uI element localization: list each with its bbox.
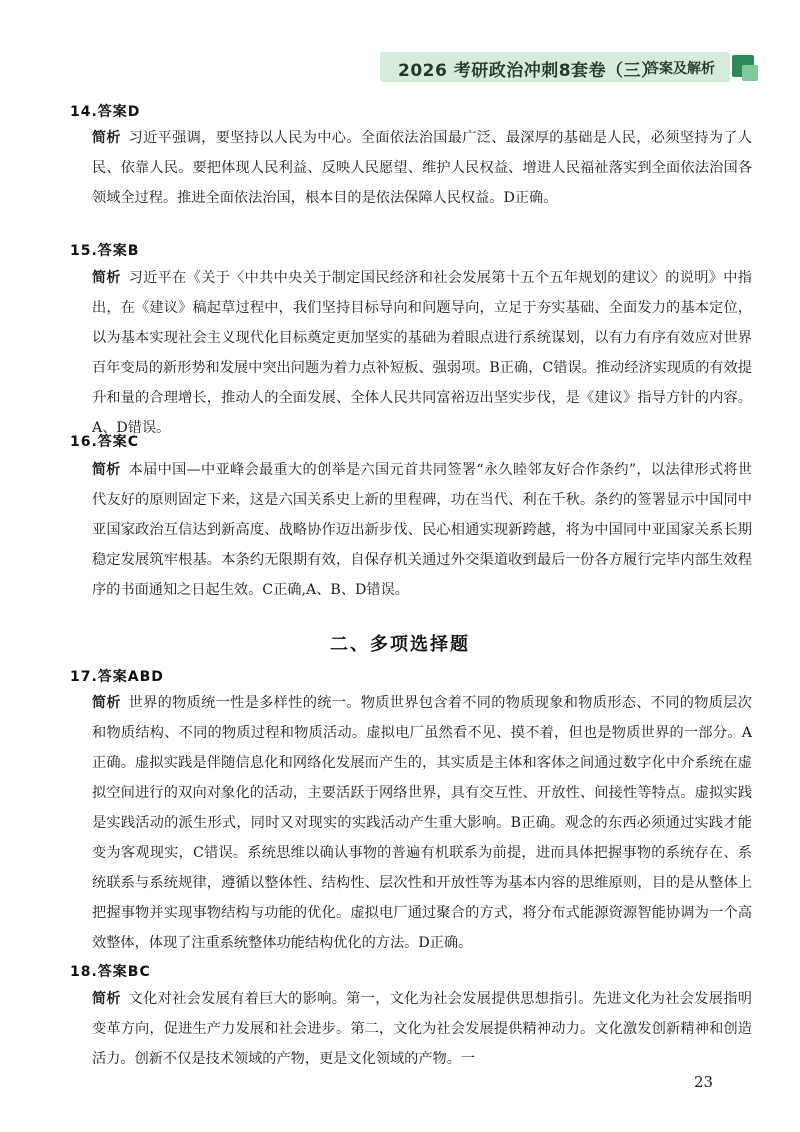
analysis-label: 简析 xyxy=(92,462,121,478)
analysis-18 xyxy=(92,984,752,1074)
analysis-label: 简析 xyxy=(92,130,121,146)
analysis-label: 简析 xyxy=(92,270,121,286)
analysis-text: 世界的物质统一性是多样性的统一。物质世界包含着不同的物质现象和物质形态、不同的物质层次和物质结构、不同的物质过程和物质活动。虚拟电厂虽然看不见、摸不着，但也是物质世界的一部分。A正确。虚拟实践是伴随信息化和网络化发展而产生的，其实质是主体和客体之间通过数字化中介系统在虚拟空间进行的双向对象化的活动，主要活跃于网络世界，具有交互性、开放性、间接性等特点。虚拟实践是实践活动的派生形式，同时又对现实的实践活动产生重大影响。B正确。观念的东西必须通过实践才能变为客观现实，C错误。系统思维以确认事物的普遍有机联系为前提，进而具体把握事物的系统存在、系统联系与系统规律，遵循以整体性、结构性、层次性和开放性等为基本内容的思维原则，目的是从整体上把握事物并实现事物结构与功能的优化。虚拟电厂通过聚合的方式，将分布式能源资源智能协调为一个高效整体，体现了注重系统整体功能结构优化的方法。D正确。 xyxy=(92,695,752,951)
analysis-14 xyxy=(92,123,752,213)
answer-heading-14: 14.答案D xyxy=(70,104,141,120)
analysis-16 xyxy=(92,455,752,605)
analysis-text: 习近平强调，要坚持以人民为中心。全面依法治国最广泛、最深厚的基础是人民，必须坚持为了人民、依靠人民。要把体现人民利益、反映人民愿望、维护人民权益、增进人民福祉落实到全面依法治国各领域全过程。推进全面依法治国，根本目的是依法保障人民权益。D正确。 xyxy=(92,130,752,206)
answer-heading-16: 16.答案C xyxy=(70,434,140,450)
analysis-label: 简析 xyxy=(92,695,121,711)
answer-heading-18: 18.答案BC xyxy=(70,964,151,980)
header-title: 2026 考研政治冲刺8套卷（三） xyxy=(398,61,659,81)
page-header xyxy=(380,52,775,82)
analysis-17 xyxy=(92,688,752,958)
page-number: 23 xyxy=(694,1073,714,1091)
header-subtitle: 答案及解析 xyxy=(645,61,715,77)
answer-heading-15: 15.答案B xyxy=(70,243,140,259)
header-decoration-icon xyxy=(742,65,758,81)
analysis-label: 简析 xyxy=(92,991,121,1007)
analysis-text: 习近平在《关于〈中共中央关于制定国民经济和社会发展第十五个五年规划的建议〉的说明》中指出，在《建议》稿起草过程中，我们坚持目标导向和问题导向，立足于夯实基础、全面发力的基本定位，以为基本实现社会主义现代化目标奠定更加坚实的基础为着眼点进行系统谋划，以有力有序有效应对世界百年变局的新形势和发展中突出问题为着力点补短板、强弱项。B正确，C错误。推动经济实现质的有效提升和量的合理增长，推动人的全面发展、全体人民共同富裕迈出坚实步伐，是《建议》指导方针的内容。A、D错误。 xyxy=(92,270,752,436)
analysis-text: 本届中国—中亚峰会最重大的创举是六国元首共同签署“永久睦邻友好合作条约”，以法律形式将世代友好的原则固定下来，这是六国关系史上新的里程碑，功在当代、利在千秋。条约的签署显示中国同中亚国家政治互信达到新高度、战略协作迈出新步伐、民心相通实现新跨越，将为中国同中亚国家关系长期稳定发展筑牢根基。本条约无限期有效，自保存机关通过外交渠道收到最后一份各方履行完毕内部生效程序的书面通知之日起生效。C正确,A、B、D错误。 xyxy=(92,462,752,598)
section-title: 二、多项选择题 xyxy=(330,634,470,655)
analysis-15 xyxy=(92,263,752,443)
analysis-text: 文化对社会发展有着巨大的影响。第一，文化为社会发展提供思想指引。先进文化为社会发展指明变革方向，促进生产力发展和社会进步。第二，文化为社会发展提供精神动力。文化激发创新精神和创造活力。创新不仅是技术领域的产物，更是文化领域的产物。一 xyxy=(92,991,752,1067)
answer-heading-17: 17.答案ABD xyxy=(70,669,164,685)
